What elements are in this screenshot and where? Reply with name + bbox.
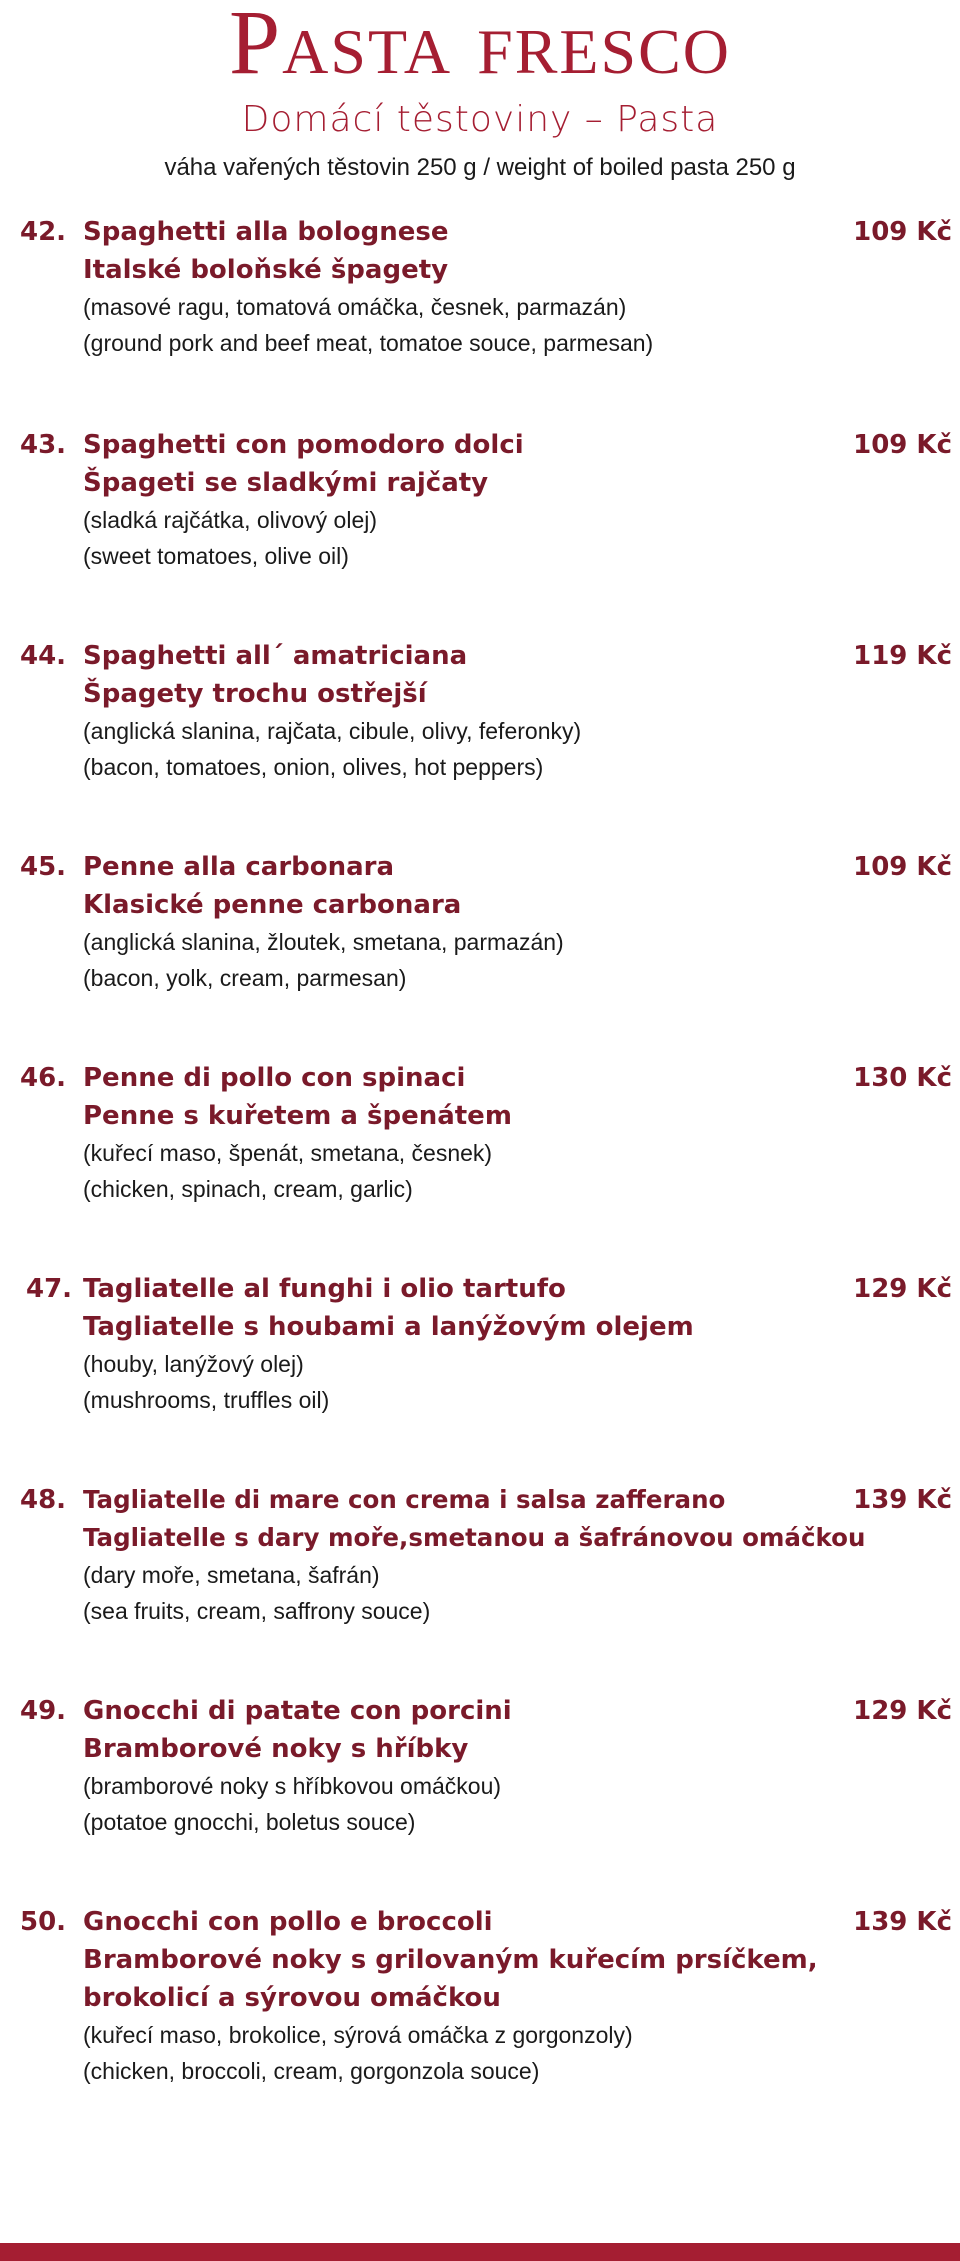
item-name-italian: Gnocchi con pollo e broccoli (83, 1907, 493, 1937)
item-description-czech: (anglická slanina, rajčata, cibule, olivy, feferonky) (83, 718, 582, 744)
item-description-czech: (kuřecí maso, špenát, smetana, česnek) (83, 1140, 493, 1166)
item-description-czech: (dary moře, smetana, šafrán) (83, 1562, 380, 1588)
item-price: 129 Kč (853, 1696, 952, 1726)
item-number: 43. (20, 430, 67, 460)
item-name-czech: Špageti se sladkými rajčaty (83, 468, 489, 498)
item-name-italian: Spaghetti all´ amatriciana (83, 641, 468, 671)
item-body (83, 1270, 953, 1418)
item-body (83, 848, 953, 996)
item-body (83, 426, 953, 574)
item-description-english: (potatoe gnocchi, boletus souce) (83, 1809, 416, 1835)
item-number: 48. (20, 1485, 67, 1515)
item-description-english: (bacon, tomatoes, onion, olives, hot peppers) (83, 754, 544, 780)
item-description-english: (mushrooms, truffles oil) (83, 1387, 330, 1413)
item-description-czech: (sladká rajčátka, olivový olej) (83, 507, 378, 533)
page-title: Pasta fresco (228, 0, 732, 93)
item-price: 129 Kč (853, 1274, 952, 1304)
item-name-italian: Gnocchi di patate con porcini (83, 1696, 512, 1726)
item-name-czech: Tagliatelle s dary moře,smetanou a šafránovou omáčkou (83, 1523, 866, 1552)
item-price: 139 Kč (853, 1907, 952, 1937)
item-name-italian: Spaghetti con pomodoro dolci (83, 430, 524, 460)
item-description-czech: (houby, lanýžový olej) (83, 1351, 304, 1377)
item-price: 109 Kč (853, 852, 952, 882)
item-name-czech: Bramborové noky s grilovaným kuřecím prsíčkem, (83, 1945, 818, 1975)
item-name-czech: Špagety trochu ostřejší (83, 679, 427, 709)
item-name-czech-continued: brokolicí a sýrovou omáčkou (83, 1983, 501, 2013)
item-body (83, 213, 953, 361)
item-description-czech: (anglická slanina, žloutek, smetana, parmazán) (83, 929, 564, 955)
item-number: 47. (26, 1274, 73, 1304)
section-subtitle: Domácí těstoviny – Pasta (241, 99, 719, 140)
item-price: 139 Kč (853, 1485, 952, 1515)
item-price: 109 Kč (853, 430, 952, 460)
item-body (83, 1481, 953, 1629)
item-name-italian: Tagliatelle al funghi i olio tartufo (83, 1274, 566, 1304)
item-description-czech: (kuřecí maso, brokolice, sýrová omáčka z gorgonzoly) (83, 2022, 633, 2048)
item-name-czech: Klasické penne carbonara (83, 890, 462, 920)
item-name-czech: Bramborové noky s hříbky (83, 1734, 469, 1764)
item-name-italian: Spaghetti alla bolognese (83, 217, 449, 247)
item-name-italian: Tagliatelle di mare con crema i salsa zafferano (83, 1485, 726, 1514)
item-body (83, 1692, 953, 1840)
item-body (83, 637, 953, 785)
item-name-italian: Penne di pollo con spinaci (83, 1063, 466, 1093)
item-number: 42. (20, 217, 67, 247)
item-body (83, 1059, 953, 1207)
item-name-czech: Italské boloňské špagety (83, 255, 449, 285)
item-description-english: (sea fruits, cream, saffrony souce) (83, 1598, 431, 1624)
weight-note: váha vařených těstovin 250 g / weight of boiled pasta 250 g (164, 154, 796, 181)
item-description-english: (bacon, yolk, cream, parmesan) (83, 965, 407, 991)
item-number: 49. (20, 1696, 67, 1726)
item-description-english: (sweet tomatoes, olive oil) (83, 543, 349, 569)
item-number: 45. (20, 852, 67, 882)
item-description-english: (chicken, spinach, cream, garlic) (83, 1176, 413, 1202)
item-number: 44. (20, 641, 67, 671)
item-name-czech: Tagliatelle s houbami a lanýžovým olejem (83, 1312, 694, 1342)
item-description-english: (chicken, broccoli, cream, gorgonzola souce) (83, 2058, 540, 2084)
item-description-czech: (masové ragu, tomatová omáčka, česnek, parmazán) (83, 294, 627, 320)
item-price: 109 Kč (853, 217, 952, 247)
item-description-czech: (bramborové noky s hříbkovou omáčkou) (83, 1773, 502, 1799)
item-description-english: (ground pork and beef meat, tomatoe souce, parmesan) (83, 330, 654, 356)
item-body (83, 1903, 953, 2089)
item-price: 130 Kč (853, 1063, 952, 1093)
item-name-italian: Penne alla carbonara (83, 852, 395, 882)
item-number: 50. (20, 1907, 67, 1937)
item-price: 119 Kč (853, 641, 952, 671)
item-name-czech: Penne s kuřetem a špenátem (83, 1101, 512, 1131)
bottom-accent-bar (0, 2243, 960, 2261)
item-number: 46. (20, 1063, 67, 1093)
